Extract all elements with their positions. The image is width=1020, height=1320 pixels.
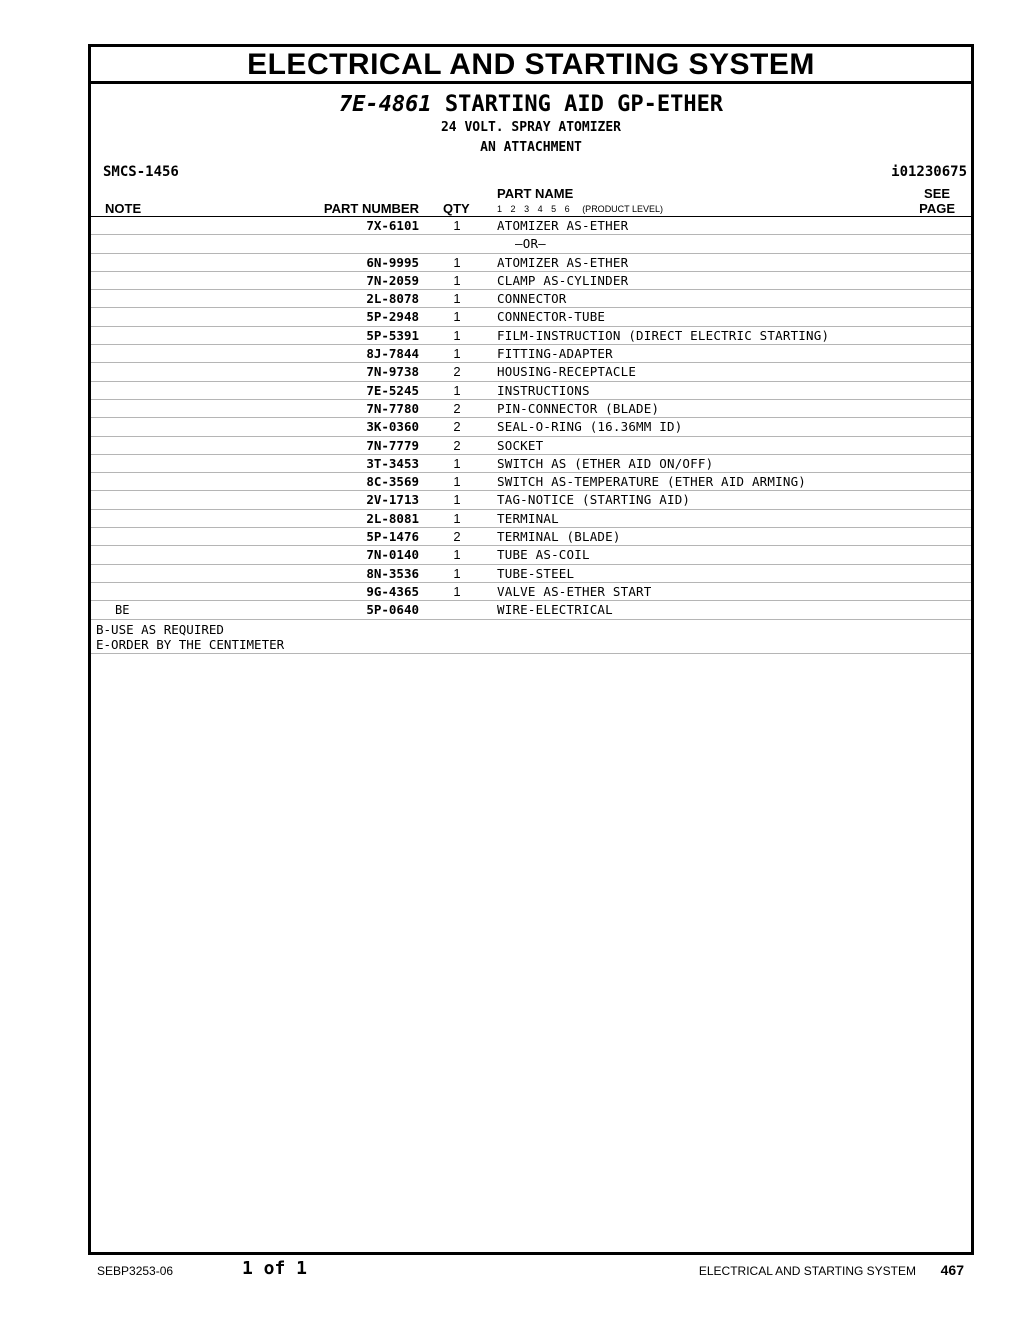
row-part-number: 8C-3569	[366, 474, 419, 490]
subtitle-attachment: AN ATTACHMENT	[480, 140, 582, 155]
row-part-number: 7N-7779	[366, 437, 419, 453]
row-part-name: TUBE-STEEL	[497, 565, 575, 581]
row-part-name: SWITCH AS-TEMPERATURE (ETHER AID ARMING)	[497, 474, 807, 490]
col-note: NOTE	[105, 201, 142, 216]
table-row	[91, 272, 971, 290]
row-part-name: HOUSING-RECEPTACLE	[497, 364, 637, 380]
row-part-number: 7X-6101	[366, 218, 419, 233]
row-qty: 1	[453, 565, 461, 581]
row-part-number: 5P-1476	[366, 529, 419, 545]
table-row	[91, 528, 971, 546]
table-row	[91, 565, 971, 583]
col-product-levels	[497, 204, 663, 214]
row-part-name: FITTING-ADAPTER	[497, 346, 613, 362]
row-part-number: 3K-0360	[366, 419, 419, 435]
row-note: BE	[115, 603, 130, 618]
level-5: 5	[551, 204, 557, 214]
code-line	[91, 162, 971, 184]
page-frame	[88, 44, 974, 1255]
row-part-name: WIRE-ELECTRICAL	[497, 602, 613, 618]
row-part-number: 7N-7780	[366, 400, 419, 416]
footer-section: ELECTRICAL AND STARTING SYSTEM	[698, 1264, 916, 1278]
level-3: 3	[524, 204, 530, 214]
level-2: 2	[510, 204, 516, 214]
table-row	[91, 510, 971, 528]
product-level-label: (PRODUCT LEVEL)	[582, 204, 664, 214]
row-part-name: ATOMIZER AS-ETHER	[497, 254, 629, 270]
row-qty: 1	[453, 272, 461, 288]
row-part-number: 2L-8078	[366, 291, 419, 307]
row-qty: 1	[453, 492, 461, 508]
col-part-name: PART NAME	[497, 186, 574, 201]
page-number: 467	[940, 1262, 964, 1278]
row-part-number: 3T-3453	[366, 455, 419, 471]
row-part-name: PIN-CONNECTOR (BLADE)	[497, 400, 660, 416]
row-qty: 1	[453, 474, 461, 490]
row-qty: 2	[453, 400, 461, 416]
table-row	[91, 363, 971, 381]
page-of: 1 of 1	[242, 1258, 308, 1279]
row-part-number: 7E-5245	[366, 382, 419, 398]
group-heading	[91, 92, 971, 118]
row-qty: 1	[453, 382, 461, 398]
section-title: ELECTRICAL AND STARTING SYSTEM	[91, 47, 971, 84]
row-part-name: ATOMIZER AS-ETHER	[497, 218, 629, 233]
row-part-number: 5P-0640	[366, 602, 419, 618]
row-qty: 1	[453, 583, 461, 599]
row-part-number: 7N-2059	[366, 272, 419, 288]
row-qty: 1	[453, 510, 461, 526]
table-row	[91, 290, 971, 308]
row-part-name: CONNECTOR-TUBE	[497, 309, 606, 325]
row-part-number: 8N-3536	[366, 565, 419, 581]
table-row	[91, 235, 971, 253]
note-e: E-ORDER BY THE CENTIMETER	[96, 636, 285, 652]
row-part-name: CONNECTOR	[497, 291, 567, 307]
table-row	[91, 546, 971, 564]
table-row	[91, 437, 971, 455]
row-part-number: 7N-9738	[366, 364, 419, 380]
table-row	[91, 418, 971, 436]
level-6: 6	[564, 204, 570, 214]
table-row	[91, 382, 971, 400]
row-qty: 1	[453, 547, 461, 563]
group-number: 7E-4861	[338, 92, 432, 117]
group-name: STARTING AID GP-ETHER	[444, 92, 724, 117]
row-qty: 1	[453, 218, 461, 233]
table-row	[91, 345, 971, 363]
row-part-number: 5P-5391	[366, 327, 419, 343]
row-qty: 2	[453, 529, 461, 545]
row-part-name: —OR—	[515, 236, 546, 252]
table-row	[91, 327, 971, 345]
row-qty: 1	[453, 291, 461, 307]
table-row	[91, 473, 971, 491]
table-row	[91, 601, 971, 619]
table-row	[91, 455, 971, 473]
row-part-number: 2L-8081	[366, 510, 419, 526]
row-part-name: SOCKET	[497, 437, 544, 453]
level-1: 1	[497, 204, 503, 214]
table-row	[91, 400, 971, 418]
table-row	[91, 308, 971, 326]
row-qty: 1	[453, 254, 461, 270]
smcs-code: SMCS-1456	[103, 164, 179, 180]
row-part-name: TERMINAL	[497, 510, 559, 526]
col-see-page: SEE PAGE	[919, 186, 955, 216]
col-qty: QTY	[443, 201, 470, 216]
row-part-number: 6N-9995	[366, 254, 419, 270]
table-row	[91, 491, 971, 509]
table-row	[91, 583, 971, 601]
table-row	[91, 217, 971, 235]
row-part-name: SEAL-O-RING (16.36MM ID)	[497, 419, 683, 435]
level-4: 4	[537, 204, 543, 214]
row-part-number: 5P-2948	[366, 309, 419, 325]
row-part-number: 9G-4365	[366, 583, 419, 599]
col-part-number: PART NUMBER	[323, 201, 419, 216]
row-qty: 2	[453, 419, 461, 435]
row-part-number: 8J-7844	[366, 346, 419, 362]
row-part-number: 2V-1713	[366, 492, 419, 508]
row-part-name: TAG-NOTICE (STARTING AID)	[497, 492, 691, 508]
row-qty: 1	[453, 346, 461, 362]
row-qty: 2	[453, 364, 461, 380]
row-qty: 1	[453, 309, 461, 325]
note-b: B-USE AS REQUIRED	[96, 621, 224, 637]
row-part-name: SWITCH AS (ETHER AID ON/OFF)	[497, 455, 714, 471]
notes-block	[91, 620, 971, 654]
row-qty: 1	[453, 327, 461, 343]
illustration-id: i01230675	[891, 164, 967, 180]
row-part-name: CLAMP AS-CYLINDER	[497, 272, 629, 288]
row-part-number: 7N-0140	[366, 547, 419, 563]
row-part-name: VALVE AS-ETHER START	[497, 583, 652, 599]
page-footer	[0, 1258, 1020, 1282]
row-part-name: TERMINAL (BLADE)	[497, 529, 621, 545]
table-header	[91, 184, 971, 217]
parts-table	[91, 217, 971, 620]
document-number: SEBP3253-06	[97, 1264, 174, 1278]
subtitle-voltage: 24 VOLT. SPRAY ATOMIZER	[440, 120, 621, 135]
row-part-name: TUBE AS-COIL	[497, 547, 590, 563]
row-part-name: FILM-INSTRUCTION (DIRECT ELECTRIC STARTING)	[497, 327, 830, 343]
table-row	[91, 254, 971, 272]
row-part-name: INSTRUCTIONS	[497, 382, 590, 398]
row-qty: 1	[453, 455, 461, 471]
row-qty: 2	[453, 437, 461, 453]
